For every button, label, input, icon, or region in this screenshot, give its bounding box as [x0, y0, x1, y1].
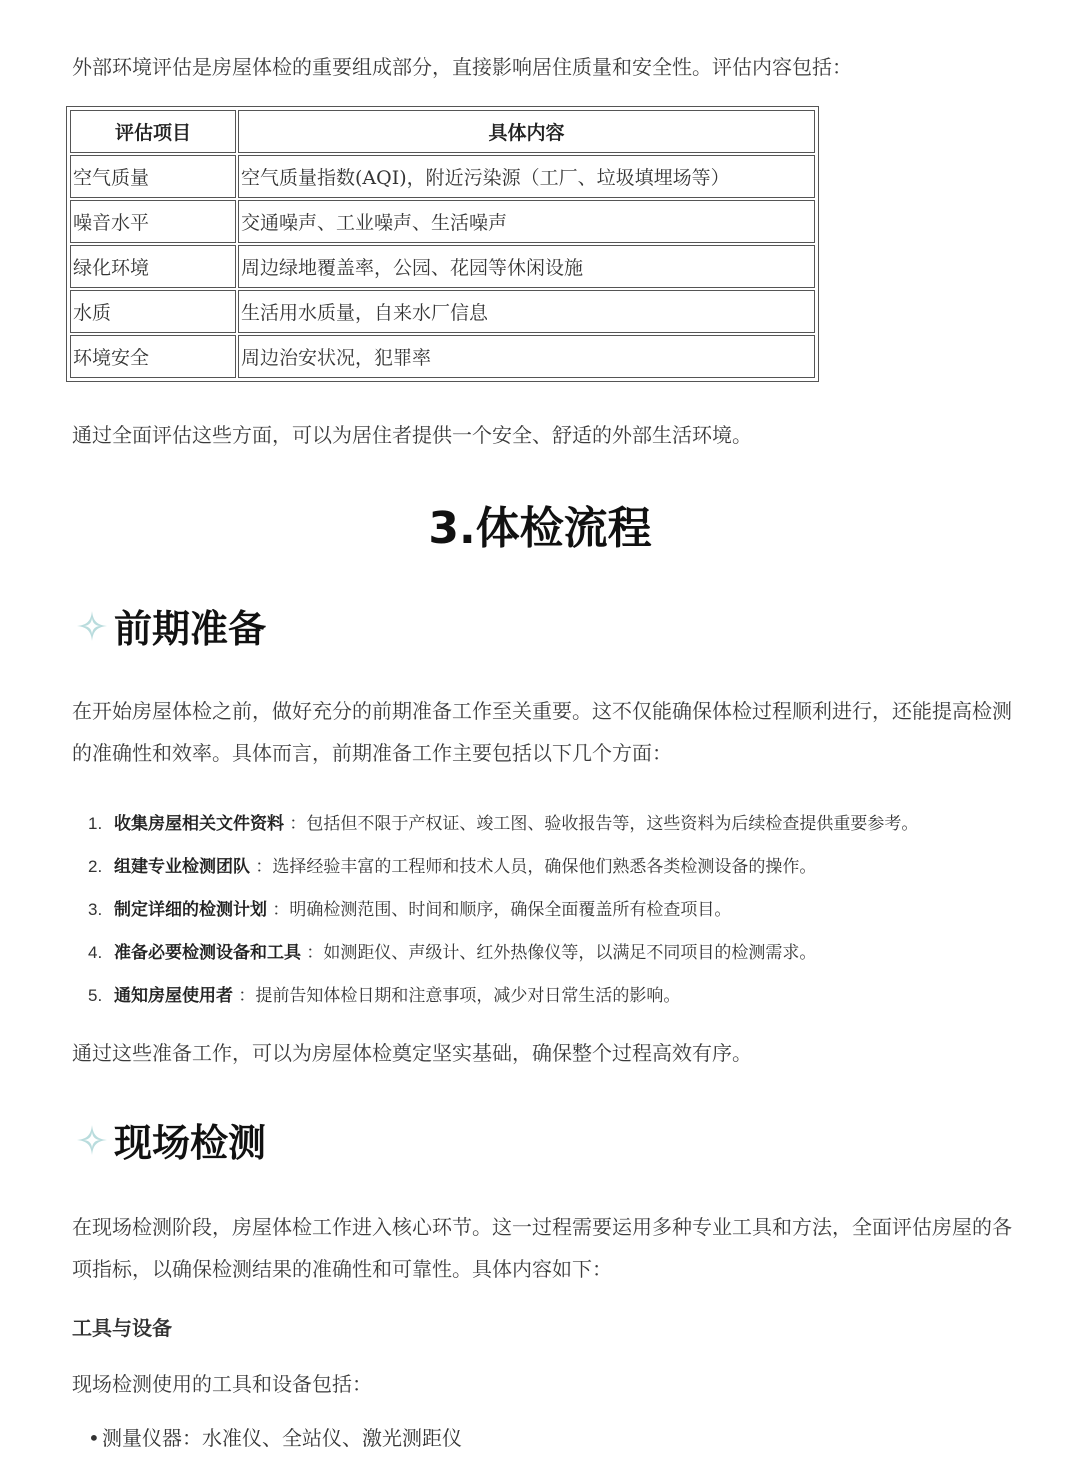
list-item-desc: ：提前告知体检日期和注意事项，减少对日常生活的影响。	[233, 986, 681, 1006]
list-number: 4.	[88, 943, 103, 962]
prep-heading-text: 前期准备	[114, 606, 267, 651]
table-cell-content: 空气质量指数(AQI)，附近污染源（工厂、垃圾填埋场等）	[238, 155, 815, 198]
list-item	[88, 888, 1028, 931]
table-cell-item: 绿化环境	[70, 245, 236, 288]
table-header-cell: 具体内容	[238, 110, 815, 153]
table-row	[70, 335, 815, 378]
table-cell-item: 噪音水平	[70, 200, 236, 243]
table-header-row	[70, 110, 815, 153]
table-cell-item: 空气质量	[70, 155, 236, 198]
table-cell-content: 周边治安状况，犯罪率	[238, 335, 815, 378]
list-item	[88, 802, 1028, 845]
evaluation-table	[66, 106, 819, 382]
list-item-title: 收集房屋相关文件资料	[114, 814, 284, 834]
list-item-desc: ：如测距仪、声级计、红外热像仪等，以满足不同项目的检测需求。	[301, 943, 817, 963]
list-item-desc: ：包括但不限于产权证、竣工图、验收报告等，这些资料为后续检查提供重要参考。	[284, 814, 919, 834]
table-row	[70, 200, 815, 243]
list-number: 3.	[88, 900, 103, 919]
prep-list	[88, 802, 1028, 1017]
tools-heading: 工具与设备	[72, 1316, 172, 1340]
list-number: 1.	[88, 814, 103, 833]
list-item	[88, 931, 1028, 974]
after-table-paragraph: 通过全面评估这些方面，可以为居住者提供一个安全、舒适的外部生活环境。	[72, 423, 752, 447]
list-item-title: 组建专业检测团队	[114, 857, 250, 877]
list-item-desc: ：明确检测范围、时间和顺序，确保全面覆盖所有检查项目。	[267, 900, 732, 920]
table-cell-content: 周边绿地覆盖率，公园、花园等休闲设施	[238, 245, 815, 288]
list-number: 2.	[88, 857, 103, 876]
onsite-heading	[76, 1112, 266, 1167]
onsite-intro-paragraph: 在现场检测阶段，房屋体检工作进入核心环节。这一过程需要运用多种专业工具和方法，全面评估房屋的各项指标，以确保检测结果的准确性和可靠性。具体内容如下：	[72, 1215, 1012, 1281]
prep-intro-paragraph: 在开始房屋体检之前，做好充分的前期准备工作至关重要。这不仅能确保体检过程顺利进行，还能提高检测的准确性和效率。具体而言，前期准备工作主要包括以下几个方面：	[72, 699, 1012, 765]
table-row	[70, 290, 815, 333]
table-cell-item: 环境安全	[70, 335, 236, 378]
list-number: 5.	[88, 986, 103, 1005]
prep-heading	[76, 598, 266, 653]
bullet-icon: •	[88, 1426, 100, 1450]
list-item-desc: ：选择经验丰富的工程师和技术人员，确保他们熟悉各类检测设备的操作。	[250, 857, 817, 877]
list-item-title: 制定详细的检测计划	[114, 900, 267, 920]
table-header-cell: 评估项目	[70, 110, 236, 153]
table-row	[70, 155, 815, 198]
tools-intro-paragraph: 现场检测使用的工具和设备包括：	[72, 1372, 372, 1396]
intro-paragraph: 外部环境评估是房屋体检的重要组成部分，直接影响居住质量和安全性。评估内容包括：	[72, 55, 852, 79]
list-item	[88, 845, 1028, 888]
prep-outro-paragraph: 通过这些准备工作，可以为房屋体检奠定坚实基础，确保整个过程高效有序。	[72, 1041, 752, 1065]
onsite-heading-text: 现场检测	[114, 1120, 267, 1165]
list-item-text: 测量仪器：水准仪、全站仪、激光测距仪	[102, 1426, 462, 1450]
table-cell-item: 水质	[70, 290, 236, 333]
sparkle-icon	[76, 1124, 108, 1156]
table-row	[70, 245, 815, 288]
list-item-title: 准备必要检测设备和工具	[114, 943, 301, 963]
tools-list	[88, 1418, 462, 1458]
sparkle-icon	[76, 610, 108, 642]
list-item	[88, 1418, 462, 1458]
list-item-title: 通知房屋使用者	[114, 986, 233, 1006]
list-item	[88, 974, 1028, 1017]
section-title: 3.体检流程	[428, 503, 652, 554]
table-cell-content: 交通噪声、工业噪声、生活噪声	[238, 200, 815, 243]
table-cell-content: 生活用水质量，自来水厂信息	[238, 290, 815, 333]
